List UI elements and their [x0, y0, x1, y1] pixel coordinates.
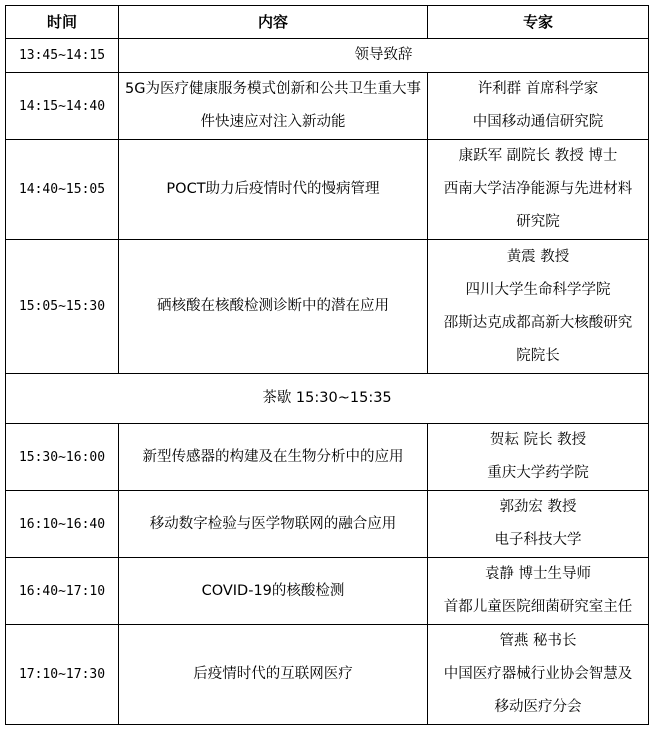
expert-line: 袁静 博士生导师 — [484, 566, 592, 582]
content-cell: 后疫情时代的互联网医疗 — [119, 625, 428, 725]
opening-remarks-cell: 领导致辞 — [119, 39, 649, 73]
table-row — [6, 39, 649, 73]
expert-line: 研究院 — [516, 214, 560, 230]
content-cell: 移动数字检验与医学物联网的融合应用 — [119, 491, 428, 558]
expert-cell — [428, 558, 649, 625]
tea-break-cell: 茶歇 15:30~15:35 — [6, 374, 649, 424]
content-cell: 5G为医疗健康服务模式创新和公共卫生重大事件快速应对注入新动能 — [119, 73, 428, 140]
expert-line: 管燕 秘书长 — [499, 633, 577, 649]
table-row — [6, 240, 649, 374]
table-row — [6, 558, 649, 625]
table-row — [6, 491, 649, 558]
table-row — [6, 424, 649, 491]
content-cell: POCT助力后疫情时代的慢病管理 — [119, 140, 428, 240]
expert-line: 四川大学生命科学学院 — [465, 281, 611, 298]
header-row — [6, 6, 649, 39]
expert-line: 移动医疗分会 — [494, 699, 582, 715]
expert-line: 中国医疗器械行业协会智慧及 — [443, 666, 633, 682]
time-cell: 15:05~15:30 — [6, 240, 119, 374]
expert-line: 电子科技大学 — [494, 532, 582, 548]
expert-cell — [428, 491, 649, 558]
expert-line: 院院长 — [516, 347, 560, 364]
expert-line: 康跃军 副院长 教授 博士 — [458, 148, 618, 164]
expert-cell — [428, 240, 649, 374]
expert-line: 首都儿童医院细菌研究室主任 — [443, 599, 633, 615]
time-cell: 14:15~14:40 — [6, 73, 119, 140]
expert-cell — [428, 625, 649, 725]
agenda-table — [5, 5, 649, 725]
expert-line: 西南大学洁净能源与先进材料 — [443, 181, 633, 197]
expert-line: 黄震 教授 — [506, 248, 570, 265]
time-cell: 14:40~15:05 — [6, 140, 119, 240]
content-cell: 硒核酸在核酸检测诊断中的潜在应用 — [119, 240, 428, 374]
expert-line: 贺耘 院长 教授 — [489, 432, 587, 448]
content-cell: 新型传感器的构建及在生物分析中的应用 — [119, 424, 428, 491]
expert-cell — [428, 73, 649, 140]
time-cell: 16:10~16:40 — [6, 491, 119, 558]
header-content: 内容 — [119, 6, 428, 39]
expert-cell — [428, 424, 649, 491]
tea-break-row — [6, 374, 649, 424]
expert-line: 中国移动通信研究院 — [472, 114, 604, 130]
header-time: 时间 — [6, 6, 119, 39]
time-cell: 15:30~16:00 — [6, 424, 119, 491]
time-cell: 16:40~17:10 — [6, 558, 119, 625]
expert-line: 邵斯达克成都高新大核酸研究 — [443, 314, 633, 331]
table-row — [6, 140, 649, 240]
time-cell: 13:45~14:15 — [6, 39, 119, 73]
expert-cell — [428, 140, 649, 240]
table-row — [6, 73, 649, 140]
expert-line: 重庆大学药学院 — [487, 465, 589, 481]
time-cell: 17:10~17:30 — [6, 625, 119, 725]
table-row — [6, 625, 649, 725]
expert-line: 郭劲宏 教授 — [499, 499, 577, 515]
content-cell: COVID-19的核酸检测 — [119, 558, 428, 625]
expert-line: 许利群 首席科学家 — [477, 81, 599, 97]
header-expert: 专家 — [428, 6, 649, 39]
